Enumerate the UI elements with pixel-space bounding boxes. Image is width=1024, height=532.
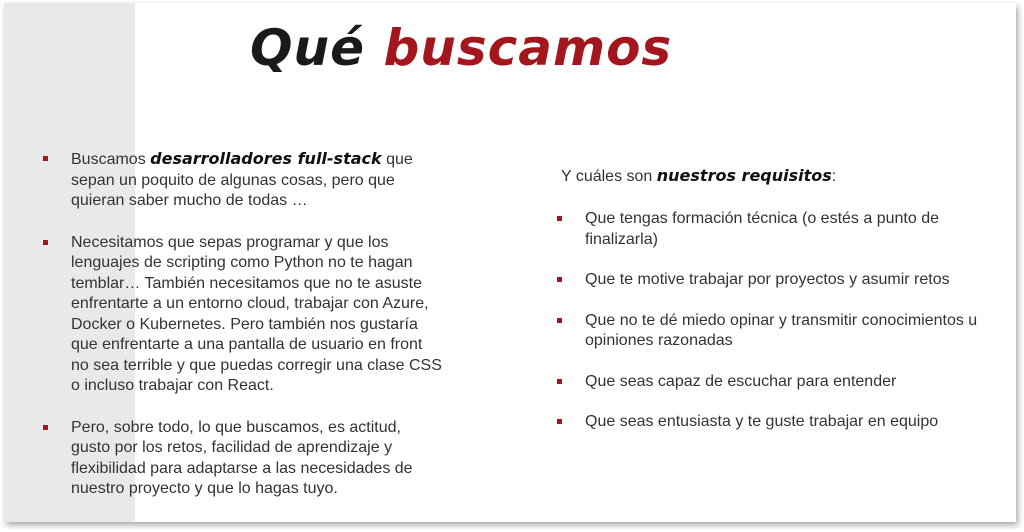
bullet-text-after: que sepan un poquito de algunas cosas, pero que quieran saber mucho de todas … [71,151,413,209]
requirement-item: Que seas capaz de escuchar para entender [557,372,997,393]
list-item [43,233,443,397]
requirement-item: Que te motive trabajar por proyectos y asumir retos [557,270,997,291]
requirement-item: Que no te dé miedo opinar y transmitir conocimientos u opiniones razonadas [557,311,997,352]
bullet-text-strong: desarrolladores full-stack [150,149,382,168]
list-item [43,149,443,212]
requirements-intro [561,166,997,187]
requirements-list [557,209,997,433]
slide [4,3,1016,522]
title-part-dark: Qué [250,19,366,77]
title-part-accent: buscamos [383,19,673,77]
requirement-item: Que seas entusiasta y te guste trabajar en equipo [557,412,997,433]
bullet-text: Necesitamos que sepas programar y que los lenguajes de scripting como Python no te hagan temblar… También necesitamos que no te asuste enfrentarte a un entorno cloud, trabajar con Azure, Docker o Kubernetes. Pero también nos gustaría que enfrentarte a una pantalla de usuario en front no sea terrible y que puedas corregir una clase CSS o incluso trabajar con React. [71,233,442,394]
requirements-intro-strong: nuestros requisitos [656,166,832,185]
what-we-look-for-list [43,149,443,521]
bullet-text-before: Buscamos [71,151,151,168]
list-item [43,418,443,500]
bullet-text: Pero, sobre todo, lo que buscamos, es actitud, gusto por los retos, facilidad de aprendizaje y flexibilidad para adaptarse a las necesidades de nuestro proyecto y que lo hagas tuyo. [71,418,413,497]
slide-title [250,21,672,76]
requirement-item: Que tengas formación técnica (o estés a punto de finalizarla) [557,209,997,250]
requirements-intro-after: : [831,168,837,185]
requirements-intro-before: Y cuáles son [561,168,657,185]
requirements-section [557,166,997,453]
